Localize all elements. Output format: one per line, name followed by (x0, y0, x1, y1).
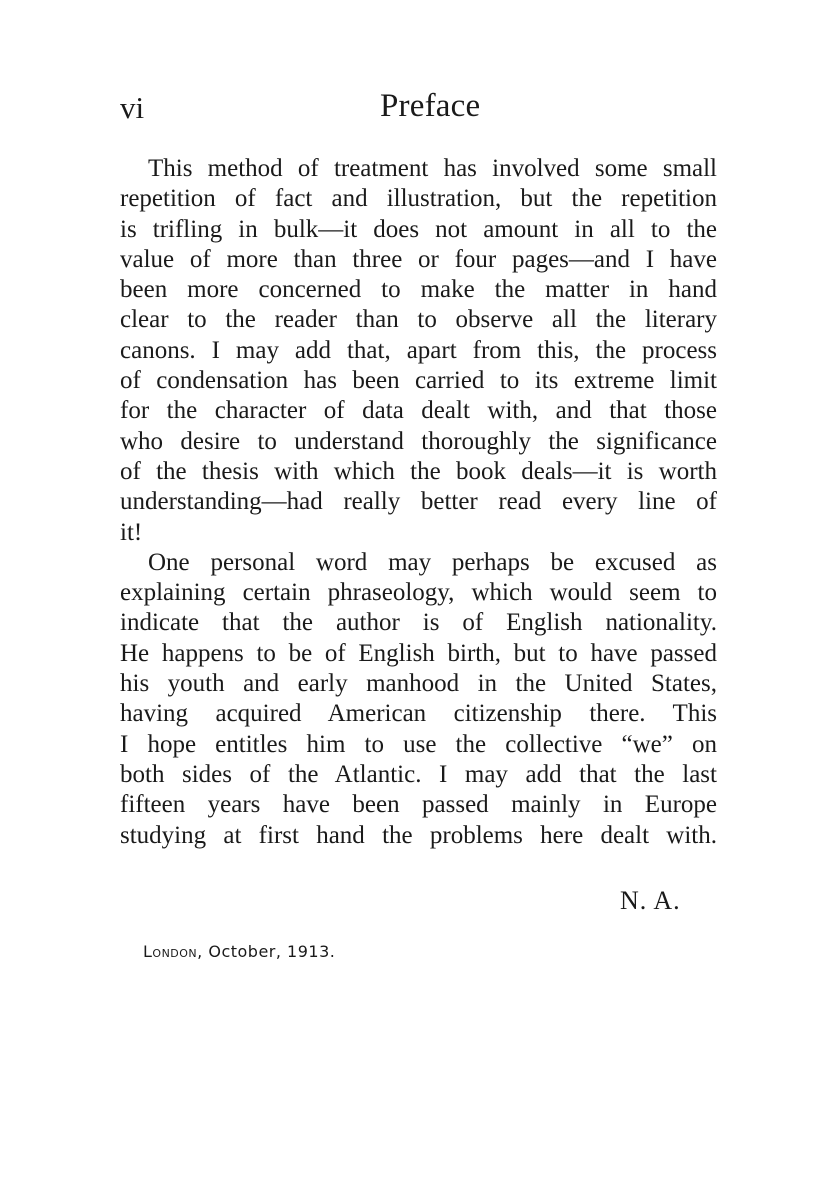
body-line: fifteen years have been passed mainly in Europe (120, 791, 717, 819)
body-line: This method of treatment has involved some small (148, 155, 717, 182)
body-line: been more concerned to make the matter in hand (120, 276, 717, 304)
body-line: for the character of data dealt with, and that those (120, 397, 717, 425)
body-line: canons. I may add that, apart from this, the process (120, 336, 717, 364)
body-line: clear to the reader than to observe all the literary (120, 306, 717, 334)
body-line: He happens to be of English birth, but to have passed (120, 639, 717, 667)
body-line: of the thesis with which the book deals—it is worth (120, 457, 717, 485)
body-line: explaining certain phraseology, which would seem to (120, 579, 717, 607)
body-line: indicate that the author is of English nationality. (120, 609, 717, 637)
body-line: who desire to understand thoroughly the significance (120, 427, 717, 455)
dateline-place: London, (143, 942, 203, 961)
page-number: vi (120, 90, 145, 125)
body-line: it! (120, 518, 143, 546)
dateline (143, 940, 335, 964)
author-initials: N. A. (620, 886, 681, 915)
body-line: his youth and early manhood in the United States, (120, 670, 717, 698)
body-line: having acquired American citizenship there. This (120, 700, 717, 728)
preface-text (120, 154, 717, 851)
body-line: repetition of fact and illustration, but the repetition (120, 185, 717, 213)
body-line: of condensation has been carried to its extreme limit (120, 367, 717, 395)
body-line: is trifling in bulk—it does not amount in all to the (120, 215, 717, 243)
body-line: studying at first hand the problems here dealt with. (120, 821, 717, 849)
body-line: One personal word may perhaps be excused as (148, 548, 717, 576)
dateline-date: October, 1913. (208, 942, 336, 961)
body-line: I hope entitles him to use the collective “we” on (120, 730, 717, 758)
body-line: both sides of the Atlantic. I may add that the last (120, 760, 717, 788)
running-title: Preface (380, 88, 481, 124)
body-line: understanding—had really better read every line of (120, 488, 717, 516)
body-line: value of more than three or four pages—and I have (120, 245, 717, 273)
